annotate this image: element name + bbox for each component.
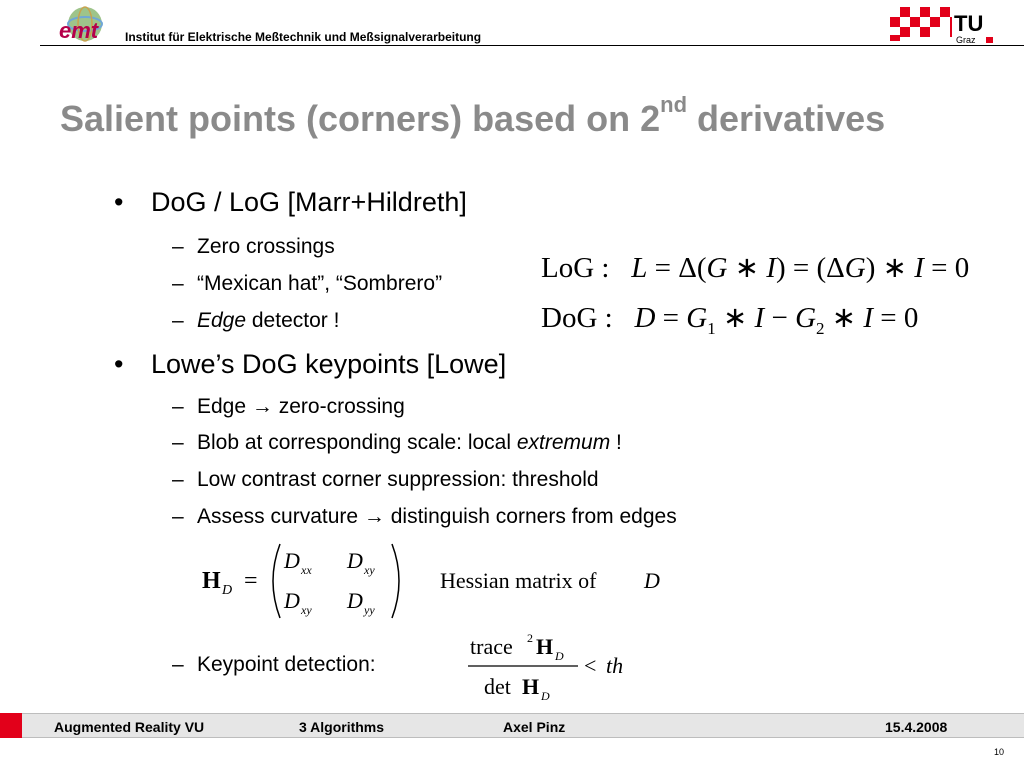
title-superscript: nd bbox=[660, 92, 688, 117]
svg-text:D: D bbox=[284, 588, 300, 613]
footer-chapter: 3 Algorithms bbox=[299, 719, 385, 735]
tu-logo-text: TU bbox=[954, 11, 984, 36]
bullet-text: DoG / LoG [Marr+Hildreth] bbox=[151, 187, 467, 217]
slide-header bbox=[0, 0, 1024, 48]
footer-date: 15.4.2008 bbox=[885, 719, 948, 735]
footer-bar bbox=[22, 713, 1024, 738]
svg-text:det: det bbox=[484, 674, 511, 699]
hessian-caption: Hessian matrix of bbox=[440, 568, 597, 593]
slide-title: Salient points (corners) based on 2nd derivatives bbox=[60, 92, 886, 139]
svg-text:D: D bbox=[284, 548, 300, 573]
svg-text:H: H bbox=[536, 634, 554, 659]
emt-logo bbox=[55, 4, 121, 44]
svg-text:xx: xx bbox=[301, 563, 312, 577]
emt-logo-text: emt bbox=[59, 18, 99, 43]
svg-text:D: D bbox=[541, 689, 550, 703]
arrow-icon: → bbox=[363, 505, 385, 528]
page-number: 10 bbox=[993, 747, 1004, 757]
svg-text:D: D bbox=[222, 583, 233, 598]
log-equation: LoG : L = Δ(G ∗ I) = (ΔG) ∗ I = 0 bbox=[541, 252, 970, 284]
bullet-text: Lowe’s DoG keypoints [Lowe] bbox=[151, 349, 507, 379]
keypoint-ratio-formula bbox=[466, 628, 646, 704]
svg-text:<: < bbox=[584, 653, 597, 678]
tu-graz-logo bbox=[888, 7, 998, 45]
institute-name: Institut für Elektrische Meßtechnik und Meßsignalverarbeitung bbox=[125, 30, 482, 44]
footer-author: Axel Pinz bbox=[503, 719, 566, 735]
footer-course: Augmented Reality VU bbox=[54, 719, 205, 735]
tu-logo-subtext: Graz bbox=[956, 35, 976, 45]
svg-text:xy: xy bbox=[364, 563, 375, 577]
hessian-caption-var: D bbox=[644, 568, 660, 593]
footer-accent bbox=[0, 713, 22, 738]
svg-text:D: D bbox=[347, 588, 363, 613]
dog-equation: DoG : $D = G_1$ ∗ $I - G_2$ ∗ I = 0 bbox=[541, 302, 919, 338]
header-divider bbox=[40, 45, 1024, 46]
svg-text:D: D bbox=[347, 548, 363, 573]
hessian-matrix bbox=[200, 538, 680, 624]
svg-text:=: = bbox=[244, 568, 258, 594]
svg-text:th: th bbox=[606, 653, 624, 678]
svg-text:xy: xy bbox=[301, 603, 312, 617]
svg-text:D: D bbox=[555, 649, 564, 663]
svg-text:yy: yy bbox=[364, 603, 375, 617]
arrow-icon: → bbox=[251, 395, 273, 418]
svg-text:trace: trace bbox=[470, 634, 513, 659]
svg-text:H: H bbox=[202, 568, 221, 594]
svg-text:H: H bbox=[522, 674, 540, 699]
svg-text:2: 2 bbox=[527, 631, 533, 645]
